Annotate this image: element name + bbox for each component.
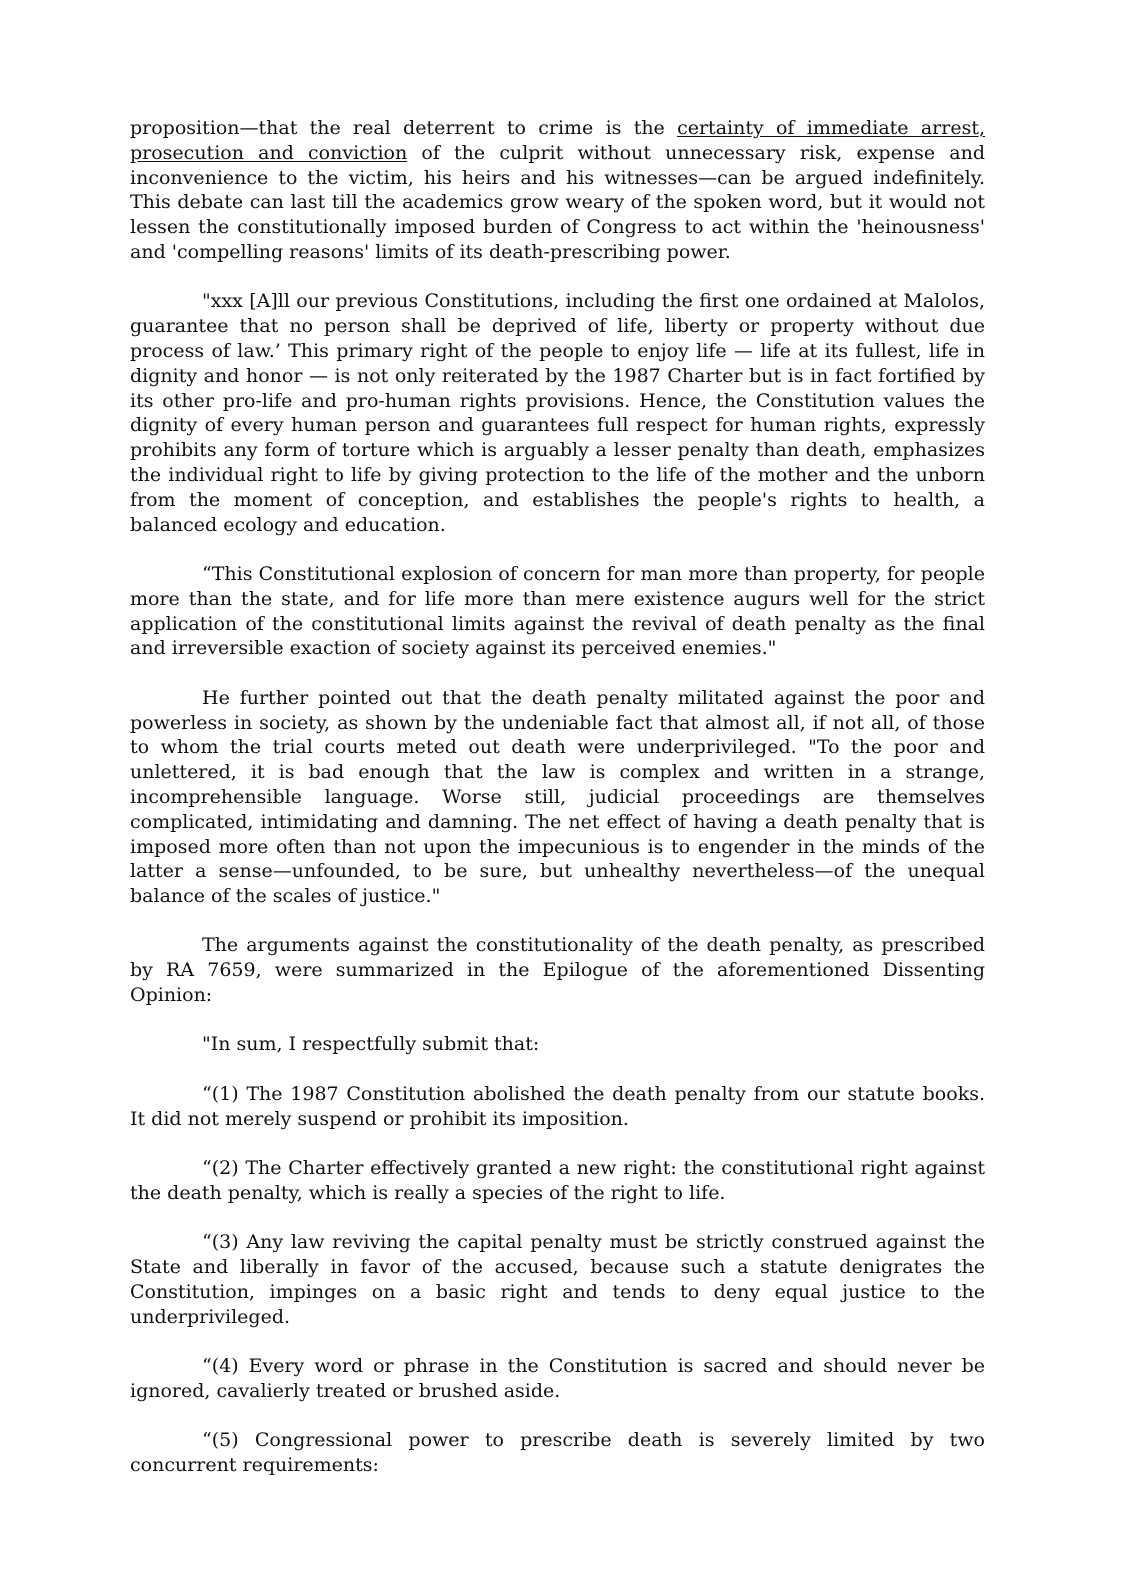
paragraph-continuation bbox=[130, 116, 985, 265]
paragraph-poor-powerless: He further pointed out that the death penalty militated against the poor and powerless in society, as shown by the undeniable fact that almost all, if not all, of those to whom the trial courts meted out death were underprivileged. "To the poor and unlettered, it is bad enough that the law is complex and written in a strange, incomprehensible language. Worse still, judicial proceedings are themselves complicated, intimidating and damning. The net effect of having a death penalty that is imposed more often than not upon the impecunious is to engender in the minds of the latter a sense—unfounded, to be sure, but unhealthy nevertheless—of the unequal balance of the scales of justice." bbox=[130, 686, 985, 908]
paragraph-arguments-summary: The arguments against the constitutionality of the death penalty, as prescribed by RA 7659, were summarized in the Epilogue of the aforementioned Dissenting Opinion: bbox=[130, 934, 985, 1007]
document-page bbox=[130, 116, 985, 1502]
paragraph-lead-text: proposition—that the real deterrent to crime is the bbox=[130, 117, 678, 139]
list-item-1: “(1) The 1987 Constitution abolished the death penalty from our statute books. It did not merely suspend or prohibit its imposition. bbox=[130, 1082, 985, 1130]
underlined-phrase: certainty of immediate arrest, prosecution and conviction bbox=[130, 117, 985, 164]
list-item-5: “(5) Congressional power to prescribe death is severely limited by two concurrent requirements: bbox=[130, 1429, 985, 1476]
paragraph-quote-constitutions: "xxx [A]ll our previous Constitutions, including the first one ordained at Malolos, guarantee that no person shall be deprived of life, liberty or property without due process of law.’ This primary right of the people to enjoy life — life at its fullest, life in dignity and honor — is not only reiterated by the 1987 Charter but is in fact fortified by its other pro-life and pro-human rights provisions. Hence, the Constitution values the dignity of every human person and guarantees full respect for human rights, expressly prohibits any form of torture which is arguably a lesser penalty than death, emphasizes the individual right to life by giving protection to the life of the mother and the unborn from the moment of conception, and establishes the people's rights to health, a balanced ecology and education. bbox=[130, 290, 985, 536]
paragraph-rest-text: of the culprit without unnecessary risk, expense and inconvenience to the victim, his heirs and his witnesses—can be argued indefinitely. This debate can last till the academics grow weary of the spoken word, but it would not lessen the constitutionally imposed burden of Congress to act within the 'heinousness' and 'compelling reasons' limits of its death-prescribing power. bbox=[130, 141, 985, 263]
list-item-3: “(3) Any law reviving the capital penalty must be strictly construed against the State and liberally in favor of the accused, because such a statute denigrates the Constitution, impinges on a basic right and tends to deny equal justice to the underprivileged. bbox=[130, 1231, 985, 1328]
list-item-2: “(2) The Charter effectively granted a new right: the constitutional right against the death penalty, which is really a species of the right to life. bbox=[130, 1157, 985, 1204]
paragraph-quote-explosion: “This Constitutional explosion of concern for man more than property, for people more than the state, and for life more than mere existence augurs well for the strict application of the constitutional limits against the revival of death penalty as the final and irreversible exaction of society against its perceived enemies." bbox=[130, 562, 985, 660]
paragraph-in-sum: "In sum, I respectfully submit that: bbox=[202, 1033, 540, 1056]
list-item-4: “(4) Every word or phrase in the Constitution is sacred and should never be ignored, cavalierly treated or brushed aside. bbox=[130, 1355, 985, 1402]
